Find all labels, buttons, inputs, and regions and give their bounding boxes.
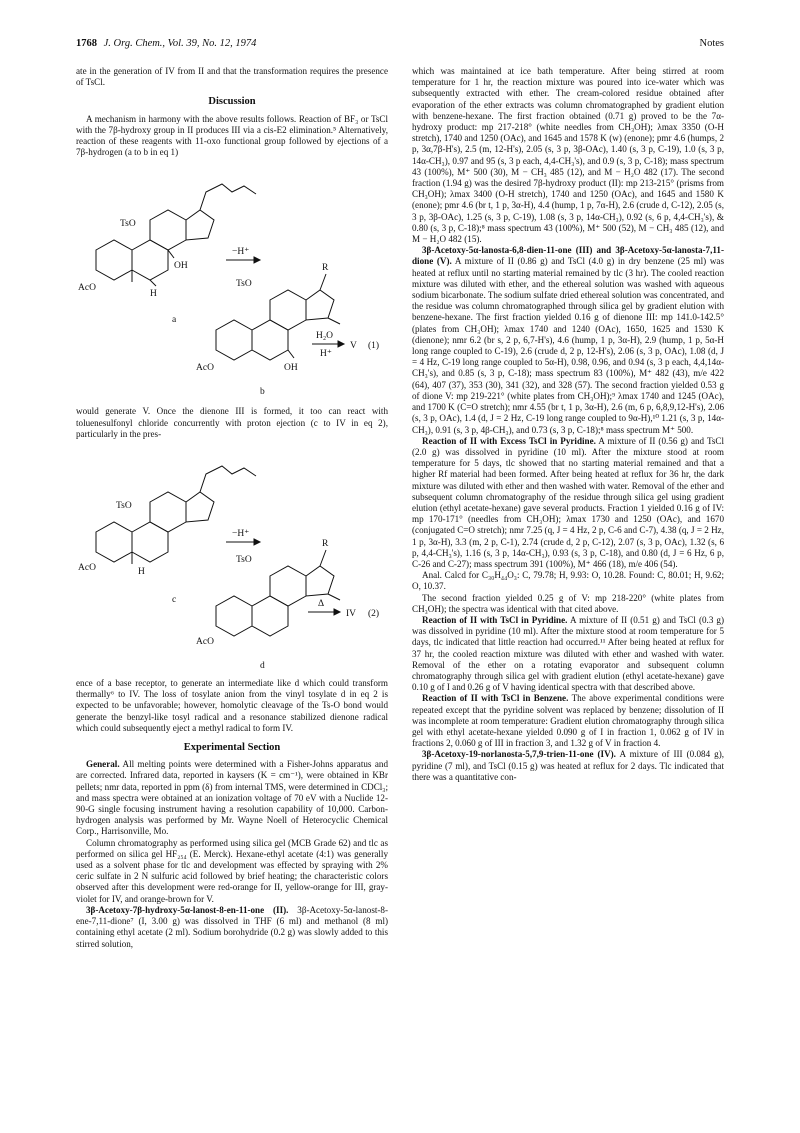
discussion-heading: Discussion bbox=[208, 96, 256, 108]
b-tso-label: TsO bbox=[236, 279, 252, 290]
general-runin: General. bbox=[86, 759, 120, 770]
analysis-paragraph: Anal. Calcd for C₃₀H₄₄O₃: C, 79.78; H, 9.93: O, 10.28. Found: C, 80.01; H, 9.62; O, 10.37. bbox=[412, 570, 724, 592]
benzene-paragraph bbox=[412, 693, 724, 749]
excess-tscl-runin: Reaction of II with Excess TsCl in Pyridine. bbox=[422, 435, 596, 446]
equation-2-figure bbox=[76, 444, 388, 674]
compound-iii-body: A mixture of II (0.86 g) and TsCl (4.0 g) in dry benzene (25 ml) was heated at reflux until no starting material remained by tlc (3 hr). The cooled reaction mixture was diluted with ether, and the ethereal solution was washed with aqueous sodium bicarbonate. The sodium sulfate dried ethereal solution was concentrated, and the residue was column chromatographed through silica gel by gradient elution with benzene-hexane. The first fraction yielded 0.16 g of dienone III: mp 141.0-142.5° (plates from CH₃OH); λmax 1740 and 1240 (OAc), 1650, 1625 and 1530 K (dienone); nmr 6.2 (br s, 2 p, 6,7-H's), 4.6 (hump, 1 p, 3α-H), 2.9 (hump, 1 p, 5α-H long range coupled to C-19), 2.6 (crude d, 2 p, 12-H's), 2.06 (s, 3 p, OAc), 1.08 (d, J = 4 Hz, C-19 long range coupled to 5α-H), 0.98, 0.96, and 0.94 (s, 3 p each, 4,4,14α-CH₃'s), and 0.85 (s, 3 p, C-18); mass spectrum 83 (100%), M⁺ 482 (43), m/e 422 (64), 407 (37), 353 (30), 341 (32), and 328 (57). The second fraction yielded 0.53 g of dione V: mp 219-221° (white plates from CH₃OH);⁹ λmax 1740 and 1245 (OAc), and 1700 K (C=O stretch); nmr 4.55 (br t, 1 p, 3α-H), 2.6 (m, 6 p, 6,8,9,12-H's), 2.06 (s, 3 p, OAc), 1.4 (d, J = 2 Hz, C-19 long range coupled to 9α-H),¹⁰ 1.21 (s, 3 p, 14α-CH₃), 0.91 (s, 3 p, 4β-CH₃), and 0.73 (s, 3 p, C-18);⁸ mass spectrum M⁺ 500. bbox=[412, 256, 724, 435]
c-name-label: c bbox=[172, 595, 177, 606]
excess-tscl-body: A mixture of II (0.56 g) and TsCl (2.0 g) was dissolved in pyridine (10 ml). After the mixture stood at room temperature for 5 days, tlc showed that no starting material remained and that a higher Rf material had been formed. After being heated at reflux for 36 hr, the dark mixture was diluted with ether and then washed with water. Removal of the ether and subsequent column chromatography of the residue through silica gel using gradient elution (ethyl acetate-hexane) gave several products. Fraction 1 yielded 0.16 g of IV: mp 170-171° (needles from CH₃OH); λmax 1730 and 1250 (OAc), and 1670 (conjugated C=O stretch); nmr 7.25 (q, J = 4 Hz, 2 p, C-6 and C-7), 4.38 (q, J = 2 Hz, 1 p, 3α-H), 3.3 (m, 2 p, C-1), 2.74 (crude d, 2 p, C-12), 2.07 (s, 3 p, OAc), 1.32 (s, 6 p, 4,4-CH₃'s), 1.16 (s, 3 p, 14α-CH₃), 0.93 (s, 3 p, C-18), and 0.80 (d, J = 6 Hz, 6 p, C-26 and C-27); mass spectrum 391 (100%), M⁺ 466 (18), m/e 406 (54). bbox=[412, 435, 724, 569]
right-column bbox=[412, 66, 724, 783]
benzene-body: The above experimental conditions were repeated except that the pyridine solvent was replaced by benzene; dissolution of II was incomplete at room temperature: Gradient elution chromatography through silica gel with ethyl acetate-hexane yielded 0.090 g of I in fraction 1, 0.062 g of IV in fractions 2, 0.060 g of III in fraction 3, and 1.32 g of V in fraction 4. bbox=[412, 693, 725, 749]
right-paragraph-1: which was maintained at ice bath temperature. After being stirred at room temperature for 1 hr, the reaction mixture was poured into ice-water which was subsequently extracted with ether. The cream-colored residue obtained after evaporation of the ether extracts was column chromatographed by gradient elution with benzene-hexane. The first fraction obtained (0.71 g) proved to be the 7α-hydroxy product: mp 217-218° (white needles from CH₃OH); λmax 3350 (O-H stretch), 1740 and 1250 (OAc), and 1645 and 1578 K (w) (enone); pmr 4.6 (humps, 2 p, 3α,7β-H's), 2.5 (m, 12-H's), 2.05 (s, 3 p, 3β-OAc), 1.40 (s, 3 p, C-19), 1.0 (s, 3 p, 14α-CH₃), 0.97 and 95 (s, 3 p each, 4,4-CH₃'s), and 0.9 (s, 3 p, C-18); mass spectrum 43 (100%), M⁺ 500 (30), M − CH₃ 485 (12), and M − H₂O 482 (17). The second fraction (1.94 g) was the desired 7β-hydroxy product (II): mp 213-215° (prisms from CH₃OH); λmax 3400 (O-H stretch), 1740 and 1250 (OAc), and 1645 and 1580 K (enone); pmr 4.6 (br t, 1 p, 3α-H), 4.4 (hump, 1 p, 7α-H), 2.6 (crude d, C-12), 2.05 (s, 3 p, 3β-OAc), 1.25 (s, 3 p, C-19), 1.08 (s, 3 p, 14α-CH₃), 0.92 (s, 6 p, 4,4-CH₃'s), & 0.80 (s, 3 p, C-18);⁸ mass spectrum 43 (100%), M⁺ 500 (52), M − CH₃ 485 (12), and M − H₂O 482 (15). bbox=[412, 66, 724, 245]
eq1-arrow2-top: H₂O bbox=[316, 331, 334, 342]
paragraph-3: ence of a base receptor, to generate an intermediate like d which could transform thermally⁶ to IV. The loss of tosylate anion from the vinyl tosylate d in eq 2 is expected to be unfavorable; however, homolytic cleavage of the Ts-O bond would generate the benzyl-like tosyl radical and a resonance stabilized dienone radical which could subsequently eject a methyl radical to form IV. bbox=[76, 678, 388, 733]
compound-ii-paragraph bbox=[76, 905, 388, 950]
eq2-product: IV bbox=[346, 609, 357, 620]
pyridine-body: A mixture of II (0.51 g) and TsCl (0.3 g) was dissolved in pyridine (10 ml). After the mixture stood at room temperature for 5 days, tlc indicated that little reaction had occurred.¹¹ After being heated at reflux for 37 hr, the cooled reaction mixture was diluted with ether and washed with water. Removal of the ether on a rotating evaporator and subsequent column chromatography through silica gel with gradient elution (ethyl acetate-hexane) gave 0.10 g of I and 0.26 g of V having identical spectra with that described above. bbox=[412, 614, 725, 693]
equation-2-diagram bbox=[76, 444, 388, 674]
a-tso-label: TsO bbox=[120, 219, 136, 230]
left-column bbox=[76, 66, 388, 950]
compound-iii-runin: 3β-Acetoxy-5α-lanosta-6,8-dien-11-one (III) and 3β-Acetoxy-5α-lanosta-7,11-dione (V). bbox=[412, 245, 724, 267]
b-name-label: b bbox=[260, 387, 265, 398]
compound-ii-body: 3β-Acetoxy-5α-lanost-8-ene-7,11-dione⁷ (I, 3.00 g) was dissolved in THF (6 ml) and methanol (8 ml) containing ethyl acetate (2 ml). Sodium borohydride (0.2 g) was slowly added to this stirred solution, bbox=[76, 904, 388, 949]
d-aco-label: AcO bbox=[196, 637, 214, 648]
c-aco-label: AcO bbox=[78, 563, 96, 574]
eq2-arrow2-label: Δ bbox=[318, 599, 325, 610]
pyridine-runin: Reaction of II with TsCl in Pyridine. bbox=[422, 614, 568, 625]
excess-tscl-paragraph bbox=[412, 436, 724, 570]
d-r-label: R bbox=[322, 539, 329, 550]
a-oh-label: OH bbox=[174, 261, 188, 272]
eq1-arrow2-bottom: H⁺ bbox=[320, 349, 332, 360]
compound-iii-paragraph bbox=[412, 245, 724, 435]
b-oh-label: OH bbox=[284, 363, 298, 374]
benzene-runin: Reaction of II with TsCl in Benzene. bbox=[422, 693, 569, 704]
eq1-product: V bbox=[350, 341, 357, 352]
eq1-number: (1) bbox=[368, 341, 380, 352]
eq1-arrow1-label: −H⁺ bbox=[232, 247, 250, 258]
intro-text: ate in the generation of IV from II and that the transformation requires the presence of TsCl. bbox=[76, 66, 388, 88]
a-name-label: a bbox=[172, 315, 177, 326]
running-header bbox=[76, 38, 724, 54]
norlanosta-paragraph bbox=[412, 749, 724, 783]
norlanosta-runin: 3β-Acetoxy-19-norlanosta-5,7,9-trien-11-one (IV). bbox=[422, 749, 616, 760]
page-number: 1768 bbox=[76, 38, 97, 49]
a-h-label: H bbox=[150, 289, 157, 300]
d-name-label: d bbox=[260, 661, 265, 672]
discussion-paragraph: A mechanism in harmony with the above results follows. Reaction of BF₃ or TsCl with the 7β-hydroxy group in II produces III via a cis-E2 elimination.⁵ Alternatively, reaction of these reagents with 11-oxo functional group followed by ejections of a 7β-hydrogen (a to b in eq 1) bbox=[76, 113, 388, 158]
chromatography-paragraph: Column chromatography as performed using silica gel (MCB Grade 62) and tlc as performed on silica gel HF₂₅₄ (E. Merck). Hexane-ethyl acetate (4:1) was generally used as a solvent phase for tlc and development was effected by spraying with 2% ceric sulfate in 2 N sulfuric acid followed by brief heating; the characteristic colors observed after this development were red-orange for II, yellow-orange for III, gray-violet for IV, and orange-brown for V. bbox=[76, 837, 388, 904]
second-fraction-paragraph: The second fraction yielded 0.25 g of V: mp 218-220° (white plates from CH₃OH); the spectra was identical with that cited above. bbox=[412, 592, 724, 614]
norlanosta-body: A mixture of III (0.084 g), pyridine (7 ml), and TsCl (0.15 g) was heated at reflux for 2 days. Tlc indicated that there was a quantitative con- bbox=[412, 749, 724, 782]
general-paragraph bbox=[76, 759, 388, 837]
section-name: Notes bbox=[699, 38, 724, 49]
paragraph-2: would generate V. Once the dienone III is formed, it too can react with toluenesulfonyl chloride concurrently with proton ejection (c to IV in eq 2), particularly in the pres- bbox=[76, 406, 388, 439]
journal-citation: J. Org. Chem., Vol. 39, No. 12, 1974 bbox=[103, 38, 257, 49]
a-aco-label: AcO bbox=[78, 283, 96, 294]
general-body: All melting points were determined with a Fisher-Johns apparatus and are corrected. Infrared data, reported in kaysers (K = cm⁻¹), were obtained in KBr pellets; nmr data, reported in ppm (δ) from internal TMS, were determined in CDCl₃; and mass spectra were obtained at an ionization voltage of 70 eV with a Nuclide 12-90-G single focusing instrument having a resolution capability of 10,000. Carbon-hydrogen analysis was performed by Mr. Wayne Noell of Heterocyclic Chemical Corp., Harrisonville, Mo. bbox=[76, 759, 388, 837]
pyridine-paragraph bbox=[412, 615, 724, 693]
eq2-arrow1-label: −H⁺ bbox=[232, 529, 250, 540]
equation-1-figure bbox=[76, 162, 388, 402]
c-tso-label: TsO bbox=[116, 501, 132, 512]
eq2-number: (2) bbox=[368, 609, 380, 620]
c-h-label: H bbox=[138, 567, 145, 578]
header-left bbox=[76, 38, 256, 49]
b-aco-label: AcO bbox=[196, 363, 214, 374]
b-r-label: R bbox=[322, 263, 329, 274]
d-tso-label: TsO bbox=[236, 555, 252, 566]
experimental-heading: Experimental Section bbox=[183, 742, 281, 754]
equation-1-diagram bbox=[76, 162, 388, 402]
compound-ii-runin: 3β-Acetoxy-7β-hydroxy-5α-lanost-8-en-11-one (II). bbox=[86, 904, 289, 915]
